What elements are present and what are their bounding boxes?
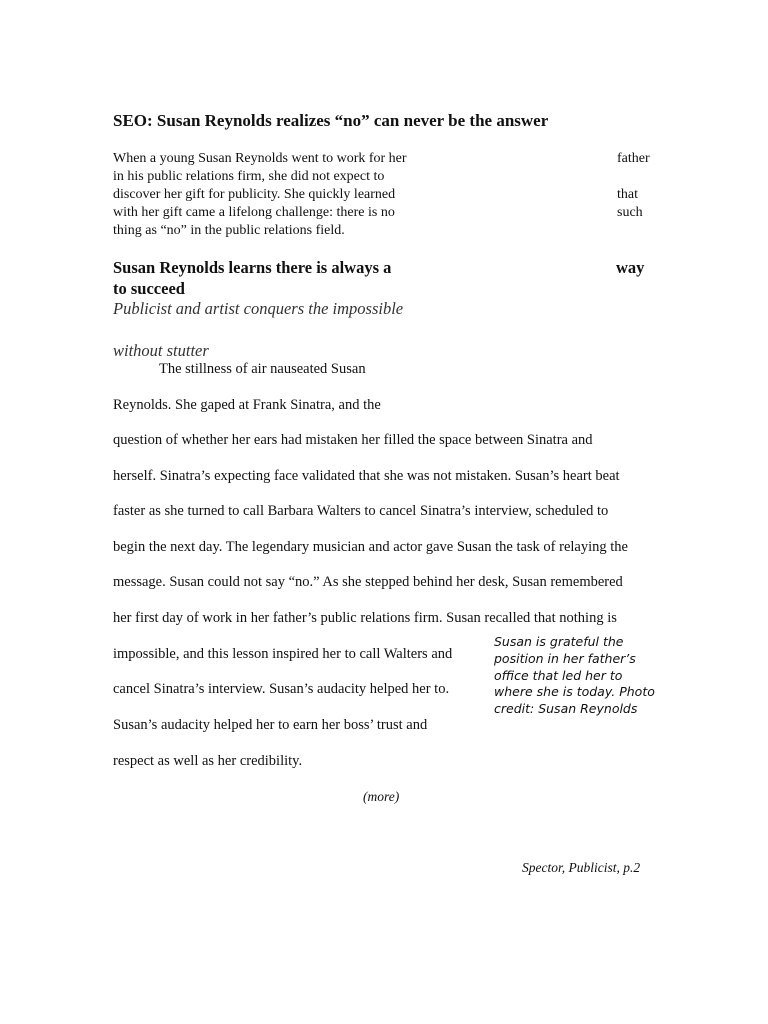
headline-line: Susan Reynolds learns there is always a <box>113 258 392 277</box>
intro-right-word: such <box>617 205 643 220</box>
body-line: herself. Sinatra’s expecting face validated that she was not mistaken. Susan’s heart beat <box>113 468 620 484</box>
subhead-line: Publicist and artist conquers the impossible <box>113 299 404 318</box>
subhead-line: without stutter <box>113 341 209 360</box>
more-marker: (more) <box>363 789 400 804</box>
page-footer: Spector, Publicist, p.2 <box>522 860 641 875</box>
intro-line: When a young Susan Reynolds went to work for her <box>113 151 407 166</box>
photo-caption: Susan is grateful the position in her father’s office that led her to where she is today. Photo credit: Susan Reynolds <box>494 634 655 717</box>
intro-right-word: father <box>617 151 650 166</box>
intro-line: discover her gift for publicity. She quickly learned <box>113 187 396 202</box>
headline-line: to succeed <box>113 279 185 298</box>
intro-line: in his public relations firm, she did not expect to <box>113 169 385 184</box>
body-line: her first day of work in her father’s public relations firm. Susan recalled that nothing is <box>113 610 617 626</box>
body-line: Reynolds. She gaped at Frank Sinatra, and the <box>113 397 381 413</box>
intro-line: with her gift came a lifelong challenge: there is no <box>113 205 395 220</box>
seo-title: SEO: Susan Reynolds realizes “no” can never be the answer <box>113 111 549 130</box>
body-line: faster as she turned to call Barbara Walters to cancel Sinatra’s interview, scheduled to <box>113 503 609 519</box>
intro-line: thing as “no” in the public relations field. <box>113 223 345 238</box>
body-line: Susan’s audacity helped her to earn her boss’ trust and <box>113 717 428 733</box>
body-line: question of whether her ears had mistaken her filled the space between Sinatra and <box>113 432 593 448</box>
body-line: The stillness of air nauseated Susan <box>159 361 366 377</box>
body-line: cancel Sinatra’s interview. Susan’s audacity helped her to. <box>113 681 450 697</box>
body-line: impossible, and this lesson inspired her to call Walters and <box>113 646 453 662</box>
intro-right-word: that <box>617 187 638 202</box>
headline-right-word: way <box>616 258 645 277</box>
body-line: respect as well as her credibility. <box>113 753 303 769</box>
body-line: begin the next day. The legendary musician and actor gave Susan the task of relaying the <box>113 539 628 555</box>
body-line: message. Susan could not say “no.” As she stepped behind her desk, Susan remembered <box>113 574 623 590</box>
